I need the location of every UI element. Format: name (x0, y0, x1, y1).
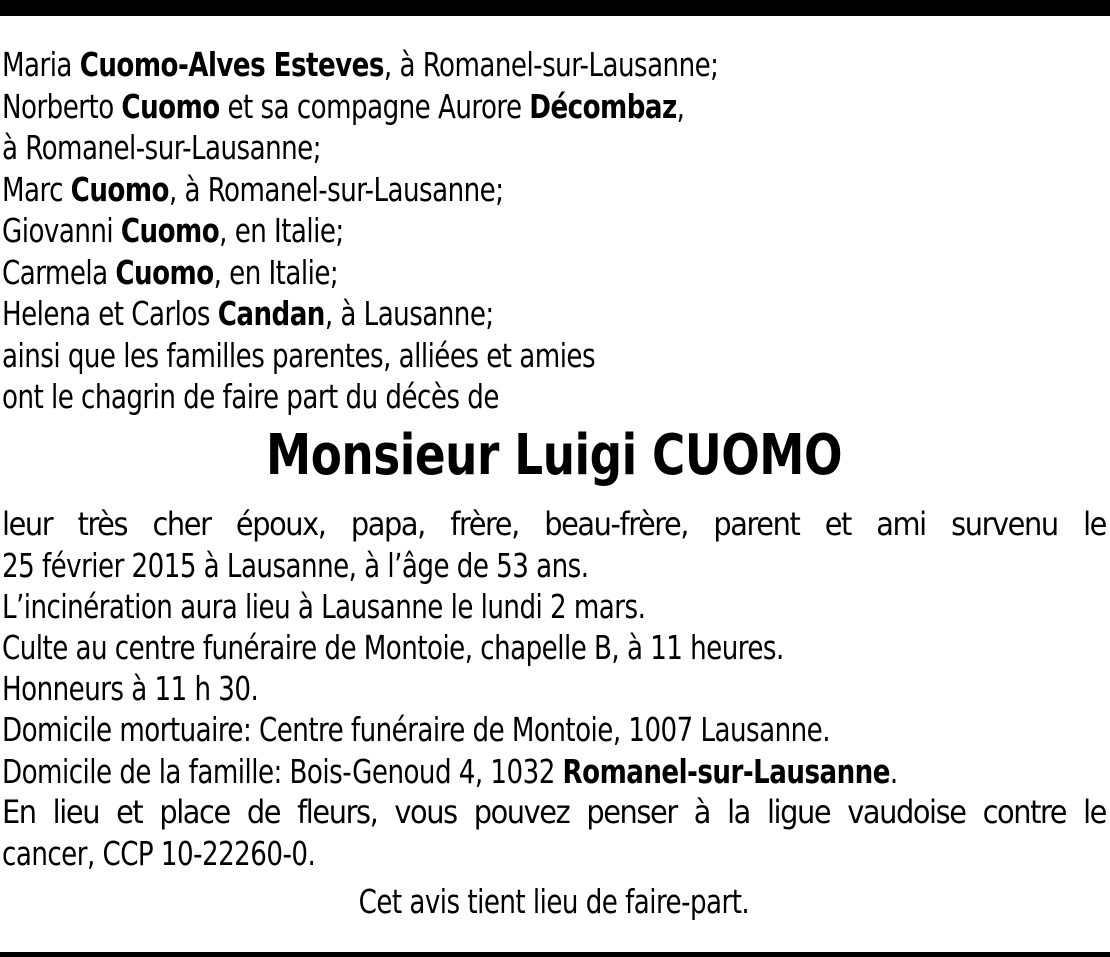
family-name: Cuomo-Alves Esteves (79, 45, 384, 84)
family-home-address: Domicile de la famille: Bois-Genoud 4, 1032 (2, 751, 563, 791)
family-name: Décombaz (529, 86, 677, 126)
family-name: Cuomo (115, 252, 214, 292)
donation-account-line: cancer, CCP 10-22260-0. (2, 834, 316, 873)
family-member-line (2, 210, 974, 252)
family-name: Cuomo (121, 86, 220, 126)
notice-details (2, 504, 1106, 875)
deceased-name-heading (2, 422, 1106, 504)
first-name: Carmela (2, 252, 116, 292)
cremation-line: L’incinération aura lieu à Lausanne le lundi 2 mars. (2, 586, 646, 626)
honours-line: Honneurs à 11 h 30. (2, 669, 259, 709)
bottom-border-rule (0, 952, 1110, 957)
donation-line: En lieu et place de fleurs, vous pouvez penser à la ligue vaudoise contre le (2, 792, 1106, 831)
residence: à Romanel-sur-Lausanne; (2, 128, 322, 167)
first-name: Maria (2, 45, 80, 84)
residence: , à Romanel-sur-Lausanne; (383, 45, 719, 84)
relation-line: leur très cher époux, papa, frère, beau-frère, parent et ami survenu le (2, 504, 1106, 543)
service-line: Culte au centre funéraire de Montoie, chapelle B, à 11 heures. (2, 628, 784, 668)
residence: , en Italie; (219, 211, 344, 250)
first-name: Helena et Carlos (2, 294, 218, 333)
family-member-line (2, 86, 974, 128)
closing-text: Cet avis tient lieu de faire-part. (358, 882, 750, 922)
first-name: Marc (2, 169, 71, 209)
family-member-line (2, 293, 974, 335)
family-name: Cuomo (70, 169, 169, 209)
family-home-line (2, 751, 974, 792)
punctuation: . (889, 751, 898, 791)
first-name: Giovanni (2, 211, 121, 250)
first-name: Norberto (2, 86, 122, 126)
family-member-line (2, 252, 974, 294)
family-home-town: Romanel-sur-Lausanne (562, 751, 890, 791)
top-border-rule (0, 0, 1110, 16)
residence: , à Lausanne; (324, 294, 494, 333)
family-member-line (2, 169, 974, 211)
death-date-line: 25 février 2015 à Lausanne, à l’âge de 53 ans. (2, 545, 589, 585)
deceased-name: Monsieur Luigi CUOMO (265, 422, 843, 488)
mortuary-line: Domicile mortuaire: Centre funéraire de Montoie, 1007 Lausanne. (2, 710, 830, 750)
family-member-line (2, 127, 974, 169)
residence: , en Italie; (213, 252, 339, 292)
closing-statement (2, 882, 1106, 922)
companion-text: et sa compagne Aurore (219, 86, 530, 126)
punctuation: , (676, 86, 685, 126)
announcement-line: ont le chagrin de faire part du décès de (2, 377, 499, 416)
families-line: ainsi que les familles parentes, alliées et amies (2, 335, 596, 375)
residence: , à Romanel-sur-Lausanne; (168, 169, 504, 209)
family-name: Candan (217, 294, 325, 333)
death-notice (2, 44, 1106, 922)
family-name: Cuomo (120, 211, 220, 250)
family-member-line (2, 44, 974, 86)
